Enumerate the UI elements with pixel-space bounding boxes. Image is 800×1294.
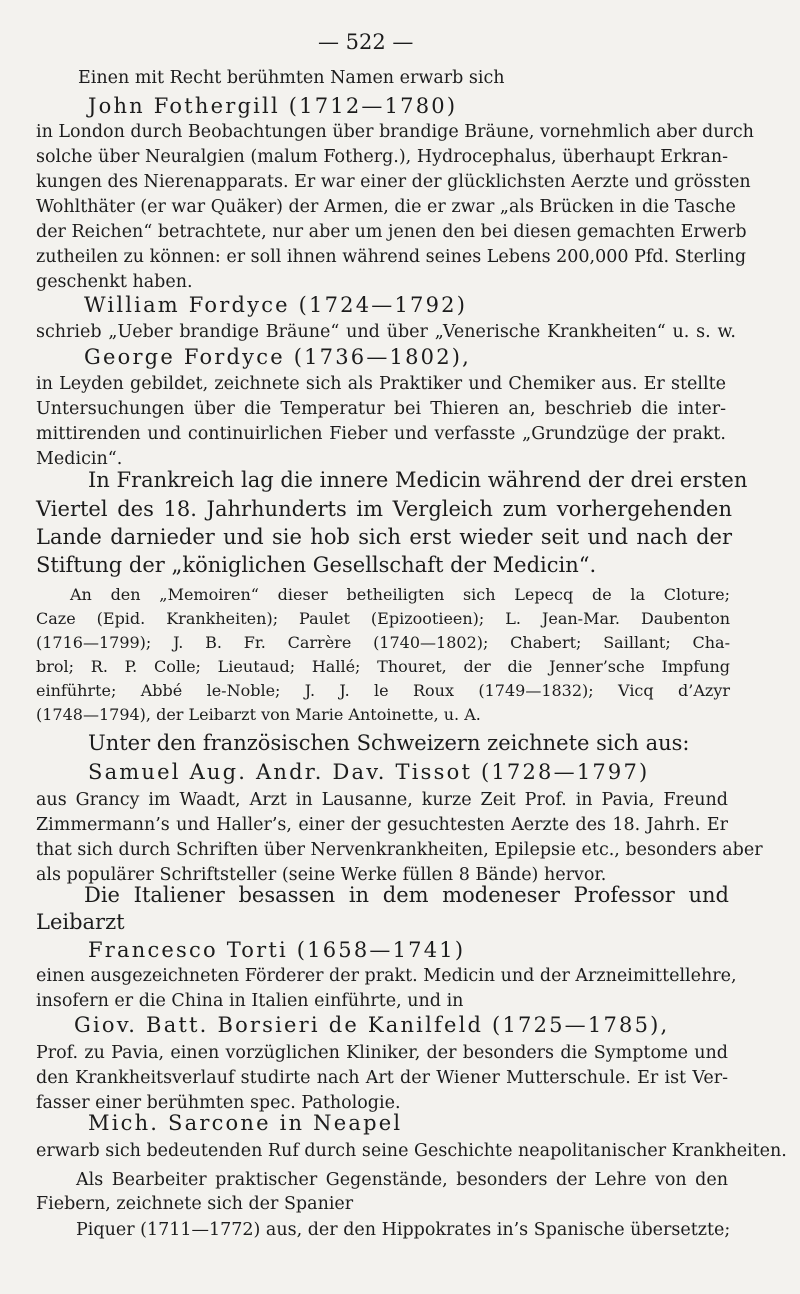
text-line: Wohlthäter (er war Quäker) der Armen, die er zwar „als Brücken in die Tasche: [36, 197, 736, 217]
person-heading: Francesco Torti (1658—1741): [88, 938, 466, 962]
text-line: (1748—1794), der Leibarzt von Marie Antoinette, u. A.: [36, 705, 481, 724]
text-line: Medicin“.: [36, 449, 123, 469]
text-line: in Leyden gebildet, zeichnete sich als Praktiker und Chemiker aus. Er stellte: [36, 374, 726, 394]
text-line: (1716—1799); J. B. Fr. Carrère (1740—1802); Chabert; Saillant; Cha-: [36, 633, 730, 652]
text-line: schrieb „Ueber brandige Bräune“ und über „Venerische Krankheiten“ u. s. w.: [36, 322, 736, 342]
text-line: in London durch Beobachtungen über brandige Bräune, vornehmlich aber durch: [36, 122, 754, 142]
paragraph-line: Die Italiener besassen in dem modeneser Professor und: [84, 883, 729, 907]
text-line: als populärer Schriftsteller (seine Werke füllen 8 Bände) hervor.: [36, 865, 607, 885]
paragraph-line: In Frankreich lag die innere Medicin während der drei ersten: [88, 468, 748, 492]
text-line: Einen mit Recht berühmten Namen erwarb sich: [78, 68, 505, 88]
text-line: mittirenden und continuirlichen Fieber und verfasste „Grundzüge der prakt.: [36, 424, 726, 444]
text-line: Piquer (1711—1772) aus, der den Hippokrates in’s Spanische übersetzte;: [76, 1220, 731, 1240]
text-line: einen ausgezeichneten Förderer der prakt. Medicin und der Arzneimittellehre,: [36, 966, 737, 986]
text-line: den Krankheitsverlauf studirte nach Art der Wiener Mutterschule. Er ist Ver-: [36, 1068, 728, 1088]
text-line: der Reichen“ betrachtete, nur aber um jenen den bei diesen gemachten Erwerb: [36, 222, 747, 242]
text-line: fasser einer berühmten spec. Pathologie.: [36, 1093, 401, 1113]
text-line: Prof. zu Pavia, einen vorzüglichen Kliniker, der besonders die Symptome und: [36, 1043, 728, 1063]
text-line: einführte; Abbé le-Noble; J. J. le Roux (1749—1832); Vicq d’Azyr: [36, 681, 730, 700]
text-line: An den „Memoiren“ dieser betheiligten sich Lepecq de la Cloture;: [70, 585, 730, 604]
text-line: that sich durch Schriften über Nervenkrankheiten, Epilepsie etc., besonders aber: [36, 840, 763, 860]
text-line: Zimmermann’s und Haller’s, einer der gesuchtesten Aerzte des 18. Jahrh. Er: [36, 815, 728, 835]
text-line: Fiebern, zeichnete sich der Spanier: [36, 1194, 354, 1214]
text-line: Als Bearbeiter praktischer Gegenstände, besonders der Lehre von den: [76, 1170, 728, 1190]
person-heading: John Fothergill (1712—1780): [88, 94, 458, 118]
person-heading: George Fordyce (1736—1802),: [84, 345, 472, 369]
person-heading: Mich. Sarcone in Neapel: [88, 1111, 403, 1135]
text-line: erwarb sich bedeutenden Ruf durch seine Geschichte neapolitanischer Krankheiten.: [36, 1141, 787, 1161]
person-heading: Giov. Batt. Borsieri de Kanilfeld (1725—1785),: [74, 1013, 670, 1037]
text-line: kungen des Nierenapparats. Er war einer der glücklichsten Aerzte und grössten: [36, 172, 751, 192]
text-line: aus Grancy im Waadt, Arzt in Lausanne, kurze Zeit Prof. in Pavia, Freund: [36, 790, 728, 810]
text-line: geschenkt haben.: [36, 272, 193, 292]
person-heading: William Fordyce (1724—1792): [84, 293, 468, 317]
text-line: zutheilen zu können: er soll ihnen während seines Lebens 200,000 Pfd. Sterling: [36, 247, 747, 267]
text-line: insofern er die China in Italien einführte, und in: [36, 991, 464, 1011]
paragraph-line: Unter den französischen Schweizern zeichnete sich aus:: [88, 731, 690, 755]
text-line: Caze (Epid. Krankheiten); Paulet (Epizootieen); L. Jean-Mar. Daubenton: [36, 609, 730, 628]
paragraph-line: Stiftung der „königlichen Gesellschaft der Medicin“.: [36, 553, 597, 577]
text-line: brol; R. P. Colle; Lieutaud; Hallé; Thouret, der die Jenner’sche Impfung: [36, 657, 730, 676]
text-line: solche über Neuralgien (malum Fotherg.), Hydrocephalus, überhaupt Erkran-: [36, 147, 728, 167]
text-line: Untersuchungen über die Temperatur bei Thieren an, beschrieb die inter-: [36, 399, 726, 419]
paragraph-line: Leibarzt: [36, 910, 125, 934]
paragraph-line: Lande darnieder und sie hob sich erst wieder seit und nach der: [36, 525, 732, 549]
person-heading: Samuel Aug. Andr. Dav. Tissot (1728—1797): [88, 760, 650, 784]
page-number: — 522 —: [318, 30, 414, 54]
paragraph-line: Viertel des 18. Jahrhunderts im Vergleich zum vorhergehenden: [36, 497, 732, 521]
